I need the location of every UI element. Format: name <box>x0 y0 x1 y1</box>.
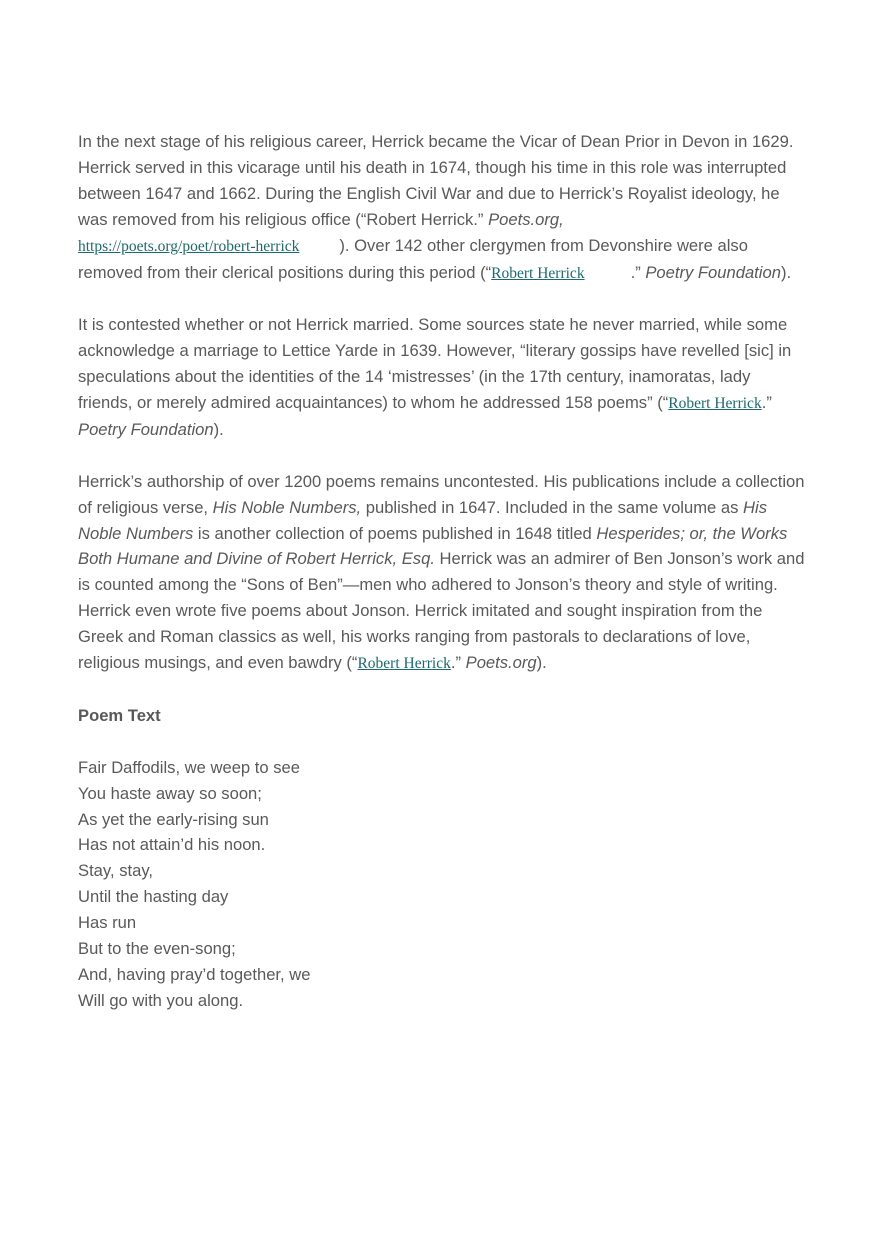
robert-herrick-link[interactable]: Robert Herrick <box>491 264 585 282</box>
text-run: published in 1647. Included in the same volume as <box>361 497 744 517</box>
document-page <box>78 129 806 1014</box>
poem-line: And, having pray’d together, we <box>78 964 311 984</box>
text-run: .” <box>630 262 646 282</box>
poem-line: But to the even-song; <box>78 939 236 959</box>
text-run: Herrick was an admirer of Ben Jonson’s work and is counted among the “Sons of Ben”—men who adhered to Jonson’s theory and style of writing. Herrick even wrote five poems about Jonson. Herrick imitated and sought inspiration from the Greek and Roman classics as well, his works ranging from pastorals to declarations of love, religious musings, and even bawdry (“ <box>78 549 805 673</box>
paragraph-vicar <box>78 129 806 286</box>
text-run: ). <box>780 262 792 282</box>
poem-line: Has run <box>78 913 137 933</box>
text-run: ). Over 142 other clergymen from Devonshire were also removed from their clerical positions during this period (“ <box>78 235 748 282</box>
poem-line: Stay, stay, <box>78 861 154 881</box>
book-title-italic: His Noble Numbers, <box>212 497 362 517</box>
text-run: ). <box>213 419 224 439</box>
paragraph-authorship <box>78 469 806 677</box>
text-run: is another collection of poems published in 1648 titled <box>193 523 597 543</box>
poem-line: Fair Daffodils, we weep to see <box>78 757 300 777</box>
poem-line: You haste away so soon; <box>78 783 262 803</box>
citation-italic: Poets.org <box>465 653 537 673</box>
text-run: .” <box>450 653 466 673</box>
citation-italic: Poets.org, <box>488 209 564 229</box>
text-run: ). <box>536 653 547 673</box>
text-run: .” <box>761 393 772 413</box>
text-run: In the next stage of his religious career, Herrick became the Vicar of Dean Prior in Devon in 1629. Herrick served in this vicarage until his death in 1674, though his time in this role was interrupted between 1647 and 1662. During the English Civil War and due to Herrick’s Royalist ideology, he was removed from his religious office (“Robert Herrick.” <box>78 132 794 229</box>
citation-italic: Poetry Foundation <box>78 419 214 439</box>
text-run: Herrick’s authorship of over 1200 poems remains uncontested. His publications include a collection of religious verse, <box>78 471 805 517</box>
text-run: It is contested whether or not Herrick married. Some sources state he never married, while some acknowledge a marriage to Lettice Yarde in 1639. However, “literary gossips have revelled [sic] in speculations about the identities of the 14 ‘mistresses’ (in the 17th century, inamoratas, lady friends, or merely admired acquaintances) to whom he addressed 158 poems” (“ <box>78 315 792 413</box>
poem-line: Until the hasting day <box>78 887 229 907</box>
poem-line: As yet the early-rising sun <box>78 809 269 829</box>
citation-italic: Poetry Foundation <box>645 262 781 282</box>
poem-line: Will go with you along. <box>78 990 244 1010</box>
poem-line: Has not attain’d his noon. <box>78 835 266 855</box>
book-title-italic: His Noble Numbers <box>78 497 767 543</box>
book-title-italic: Hesperides; or, the Works Both Humane and Divine of Robert Herrick, Esq. <box>78 523 788 569</box>
robert-herrick-link[interactable]: Robert Herrick <box>357 655 451 673</box>
paragraph-marriage <box>78 312 806 443</box>
poem-heading: Poem Text <box>78 705 161 725</box>
robert-herrick-link[interactable]: Robert Herrick <box>668 395 762 413</box>
poets-org-link[interactable]: https://poets.org/poet/robert-herrick <box>78 237 300 255</box>
poem-text <box>78 755 806 1014</box>
